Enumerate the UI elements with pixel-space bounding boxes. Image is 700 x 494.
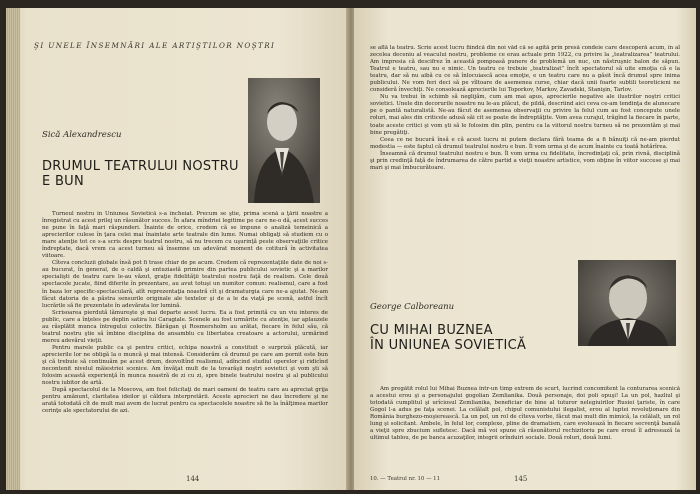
paragraph: Cîteva concluzii globale însă pot fi trase chiar de pe acum. Credem că reprezentaţiile date de noi s-au bucurat, în general, de o caldă şi entuziastă primire din partea publicului sovietic şi a marilor specialişti de teatru care le-au văzut, graţie fidelităţii teatrului nostru faţă de realism. Cele două spectacole jucate, fiind diferite în prezentare, au avut totuşi un numitor comun: realismul, care a fost în baza lor specific-spectaculară, atît reprezentaţia noastră cît şi dramaturgia care ne-a ajutat. Ne-am făcut datoria de a păstra sensurile originale ale textelor şi de a le da viaţă pe scenă, astfel încît lucrările să fie prezentate în adevărata lor lumină.	[42, 260, 328, 309]
running-head: ŞI UNELE ÎNSEMNĂRI ALE ARTIŞTILOR NOŞTRI	[34, 41, 276, 50]
paragraph: Pentru marele public ca şi pentru critici, echipa noastră a constituit o surpriză plăcută, iar aprecierile lor ne obligă la o muncă şi mai intensă. Considerăm că drumul pe care am pornit este bun şi că trebuie să continuăm pe acest drum, dezvoltînd realismul, adîncind studiul operelor şi ridicînd necontenit nivelul măiestriei scenice. Am învăţat mult de la tovarăşii noştri sovietici şi vom şti să folosim această experienţă în munca noastră de zi cu zi, spre binele teatrului nostru şi al publicului nostru iubitor de artă.	[42, 344, 328, 387]
article-body	[370, 386, 680, 464]
title-line: E BUN	[42, 174, 85, 189]
article-author: Sică Alexandrescu	[42, 130, 122, 140]
title-line: DRUMUL TEATRULUI NOSTRU	[42, 159, 239, 174]
open-book	[6, 8, 696, 490]
paragraph: Scrisoarea pierdută lămureşte şi mai departe acest lucru. Ea a fost primită cu un viu interes de public, care a înţeles pe deplin satira lui Caragiale. Scenele au fost urmărite cu atenţie, iar aplauzele au răsplătit munca întregului colectiv. Bărăgan şi Rosmersholm au arătat, fiecare în felul său, că teatrul nostru ştie să îmbine disciplina de ansamblu cu libertatea creatoare a actorului, urmărind mereu adevărul vieţii.	[42, 309, 328, 344]
paragraph: Nu va trebui în schimb să neglijăm, cum am mai apus, aprecierile negative ale ilustrilor noştri critici sovietici. Unele din decorurile noastre nu le-au plăcut, de pildă, descriind aici ceva ce-am tendinţa de alunecare pe o pantă naturalistă. Ne-au făcut de asemenea observaţii cu privire la felul cum au fost concepute unele roluri, mai ales din criticele adusă săi cit se poate de îndreptăţite. Vom avea curajul, trăgînd la fiecare în parte, toate aceste critici şi vom şti să le folosim din plin, pentru ca la viitorul nostru turneu să ne prezentăm şi mai bine pregătiţi.	[370, 94, 680, 136]
article-body	[42, 211, 328, 469]
paragraph: se află la teatru. Scrie acest lucru fiindcă din noi văd că se agită prin presă condeie care descoperă acum, în al zecelea deceniu al veacului nostru, probleme ce erau actuale prin 1922, cu privire la „teatralizarea” teatrului. Am impresia că descifrez în această pompoasă punere de problemă un nuc, un năstruşnic balon de săpun. Teatrul e teatru, sau nu e nimic. Un teatru ce trebuie „teatralizat” încît spectatorul să uite emoţia că e la teatru, dar să nu aibă cu ce să înlocuiască acea emoţie, e un teatru care nu a găsit încă drumul spre inima publicului. Ne vom feri deci să pe vîltoare de asemenea curse, chiar dacă unii foarte subtili teoreticieni ne consideră învechiţi. Ne consolează aprecierile lui Toporkov, Markov, Zavadski, Stanişin, Tarlov.	[370, 45, 680, 94]
title-line: CU MIHAI BUZNEA	[370, 323, 493, 338]
paragraph: Am pregătit rolul lui Mihai Buznea într-un timp extrem de scurt, lucrînd concomitent la conturarea scenică a acestui erou şi a personajului gogolian Zemlianika. Două personaje, doi poli opuşi! La un pol, hazliul şi totodată cumplitul şi urîciosul Zemlianika, beneficiar de bine al tuturor nelegiuirilor Rusiei ţariste, în care Gogol l-a adus pe faţa scenei. La celălalt pol, chipul comunistului ilegalist, erou al luptei revoluţionare din România burghezo-moşierească. La un pol, un rol de cîteva vorbe, făcut mai mult din mimică, la celălalt, un rol lung şi solicitant. Ambele, în felul lor, complexe, pline de dramatism, care evoluează în fiecare secvenţă banală a vieţii spre zbucium sufletesc. Dacă mă voi spune că răsunătorul rechizitoriu pe care eroul îl adresează la ultimul tablou, de pe banca acuzaţilor, integrii orînduiri sociale. Două roluri, două lumi.	[370, 386, 680, 442]
left-page	[6, 8, 348, 490]
author-portrait	[248, 78, 320, 203]
page-footer: 10. — Teatrul nr. 10 — 11	[370, 476, 441, 482]
paragraph: Înseamnă că drumul teatrului nostru e bun. Îl vom urma cu fidelitate, încredinţaţi că, prin rivnă, disciplină şi prin credinţă faţă de îndrumarea de către partid a vieţii noastre artistice, vom obţine în viitor succese şi mai mari şi mai îmbucurătoare.	[370, 150, 680, 171]
page-number: 144	[186, 475, 200, 483]
article-title	[42, 159, 239, 189]
portrait-image	[248, 78, 320, 203]
portrait-image	[578, 260, 676, 346]
article-body-continued	[370, 45, 680, 190]
page-number: 145	[514, 475, 528, 483]
author-portrait	[578, 260, 676, 346]
paragraph: După spectacolul de la Moscova, am fost felicitaţi de mari oameni de teatru care au apreciat grija pentru amănunt, claritatea ideilor şi căldura interpretării. Aceste aprecieri ne dau încredere şi ne arată totodată cît de mult mai avem de lucrat pentru ca spectacolele noastre să fie la înălţimea marilor cerinţe ale spectatorului de azi.	[42, 387, 328, 415]
article-title	[370, 323, 526, 353]
title-line: ÎN UNIUNEA SOVIETICĂ	[370, 338, 527, 353]
page-edge	[6, 8, 20, 490]
paragraph: Turneul nostru în Uniunea Sovietică s-a încheiat. Precum se ştie, prima scenă a ţării noastre a înregistrat cu acest prilej un răsunător succes. În afara mîndriei legitime pe care ne-o dă, acest succes ne pune în faţă mari răspunderi. Înainte de orice, credem că se impune o analiză temeinică a aprecierilor culese în ţara celei mai înaintate arte teatrale din lume. Numai obligaţi să studiem cu o mare atenţie tot ce s-a scris despre teatrul nostru, să nu trecem cu uşurinţă peste observaţiile critice îndreptate, dacă vrem ca acest turneu să însemne un adevărat moment de cotitură în activitatea viitoare.	[42, 211, 328, 260]
paragraph: Ceea ce ne bucură însă e că acest lucru ni putem declara fără teama de a fi bănuiţi că ne-am pierdut modestia — este faptul că drumul teatrului nostru e bun. Îl vom urma şi de acum înainte cu toată hotărîrea.	[370, 136, 680, 150]
article-author: George Calboreanu	[370, 302, 455, 312]
right-page	[354, 8, 696, 490]
